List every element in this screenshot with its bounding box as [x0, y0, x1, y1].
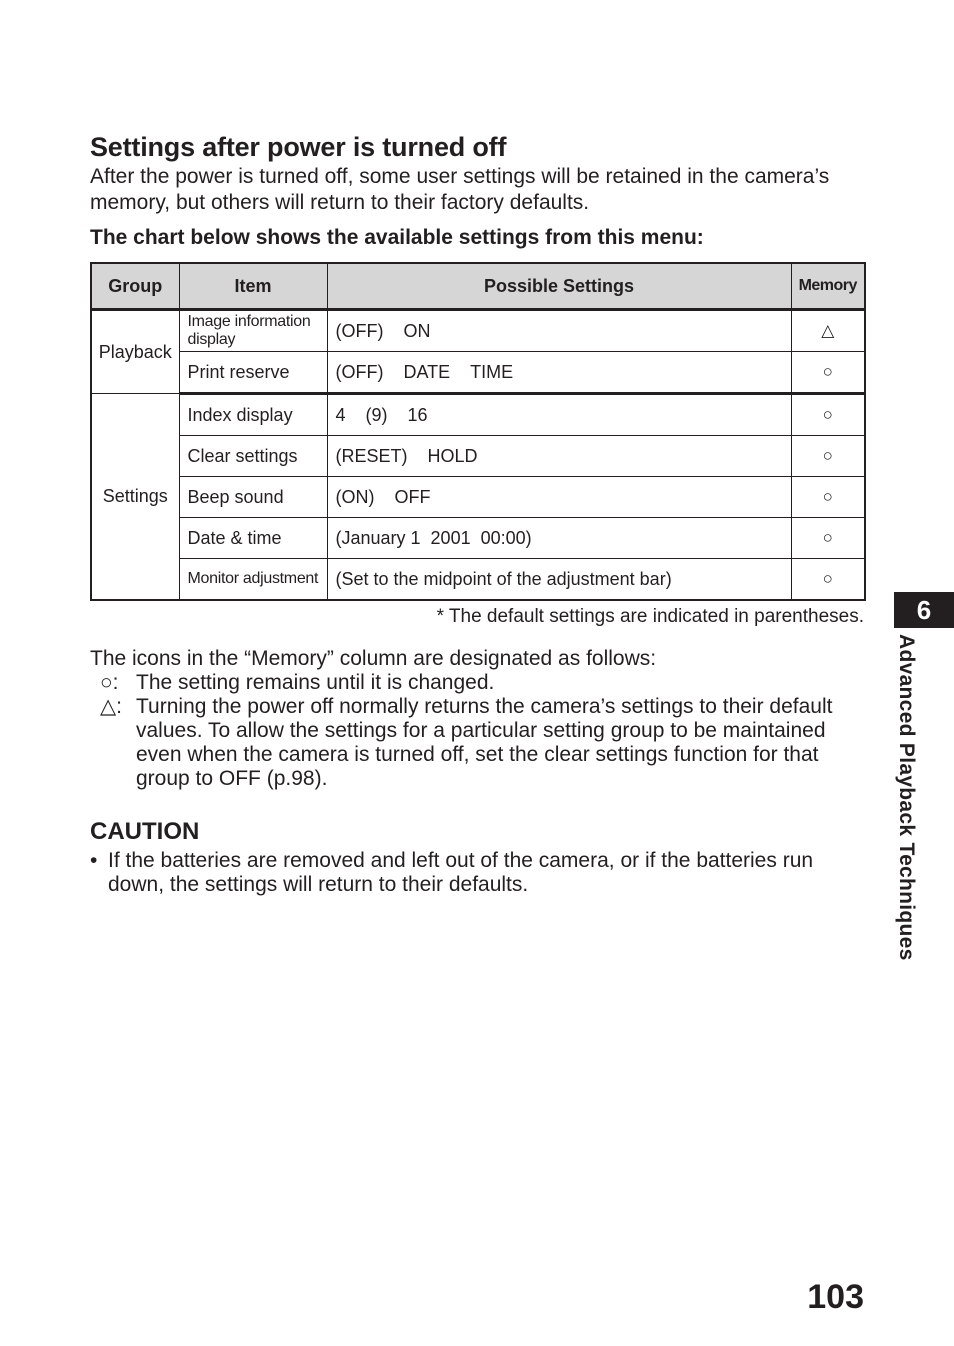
- table-row: [91, 394, 865, 436]
- table-row: [91, 477, 865, 518]
- memory-circle-icon: ○: [791, 477, 865, 518]
- settings-cell: (ON) OFF: [327, 477, 791, 518]
- memory-circle-icon: ○: [791, 352, 865, 394]
- triangle-icon: △:: [100, 695, 122, 718]
- section-heading: Settings after power is turned off: [90, 132, 507, 162]
- group-cell-settings: Settings: [91, 394, 179, 601]
- page-content: [90, 130, 864, 897]
- chart-intro: The chart below shows the available settings from this menu:: [90, 226, 704, 249]
- table-header-row: [91, 263, 865, 310]
- item-cell: Beep sound: [179, 477, 327, 518]
- item-cell: Print reserve: [179, 352, 327, 394]
- table-row: [91, 352, 865, 394]
- table-row: [91, 436, 865, 477]
- settings-cell: (January 1 2001 00:00): [327, 518, 791, 559]
- caution-item: [90, 849, 864, 897]
- intro-paragraph: After the power is turned off, some user settings will be retained in the camera’s memory, but others will return to their factory defaults.: [90, 165, 830, 214]
- settings-cell: 4 (9) 16: [327, 394, 791, 436]
- settings-table: [90, 262, 866, 601]
- legend-triangle-row: [90, 695, 864, 791]
- table-row: [91, 310, 865, 352]
- header-possible-settings: Possible Settings: [327, 263, 791, 310]
- memory-triangle-icon: △: [791, 310, 865, 352]
- memory-legend: [90, 647, 864, 791]
- header-item: Item: [179, 263, 327, 310]
- table-row: [91, 559, 865, 601]
- table-row: [91, 518, 865, 559]
- item-cell: Monitor adjustment: [179, 559, 327, 601]
- circle-icon: ○:: [100, 671, 119, 694]
- settings-cell: (Set to the midpoint of the adjustment bar): [327, 559, 791, 601]
- legend-circle-text: The setting remains until it is changed.: [136, 671, 495, 694]
- item-cell: Index display: [179, 394, 327, 436]
- page-number: 103: [807, 1278, 864, 1316]
- settings-cell: (OFF) DATE TIME: [327, 352, 791, 394]
- caution-text: If the batteries are removed and left out of the camera, or if the batteries run down, the settings will return to their defaults.: [108, 849, 814, 896]
- memory-circle-icon: ○: [791, 518, 865, 559]
- legend-triangle-text: Turning the power off normally returns the camera’s settings to their default values. To allow the settings for a particular setting group to be maintained even when the camera is turned off, set the clear settings function for that group to OFF (p.98).: [136, 695, 833, 790]
- table-footnote: * The default settings are indicated in parentheses.: [436, 606, 864, 627]
- settings-cell: (RESET) HOLD: [327, 436, 791, 477]
- legend-intro: The icons in the “Memory” column are designated as follows:: [90, 647, 657, 670]
- memory-circle-icon: ○: [791, 394, 865, 436]
- legend-circle-row: [90, 671, 864, 695]
- item-cell: Date & time: [179, 518, 327, 559]
- bullet-icon: •: [90, 849, 98, 872]
- header-group: Group: [91, 263, 179, 310]
- group-cell-playback: Playback: [91, 310, 179, 394]
- settings-cell: (OFF) ON: [327, 310, 791, 352]
- chapter-title: Advanced Playback Techniques: [895, 634, 918, 961]
- item-cell: Image information display: [179, 310, 327, 352]
- chapter-tab: 6: [894, 592, 954, 628]
- header-memory: Memory: [791, 263, 865, 310]
- caution-heading: CAUTION: [90, 818, 200, 845]
- memory-circle-icon: ○: [791, 559, 865, 601]
- memory-circle-icon: ○: [791, 436, 865, 477]
- item-cell: Clear settings: [179, 436, 327, 477]
